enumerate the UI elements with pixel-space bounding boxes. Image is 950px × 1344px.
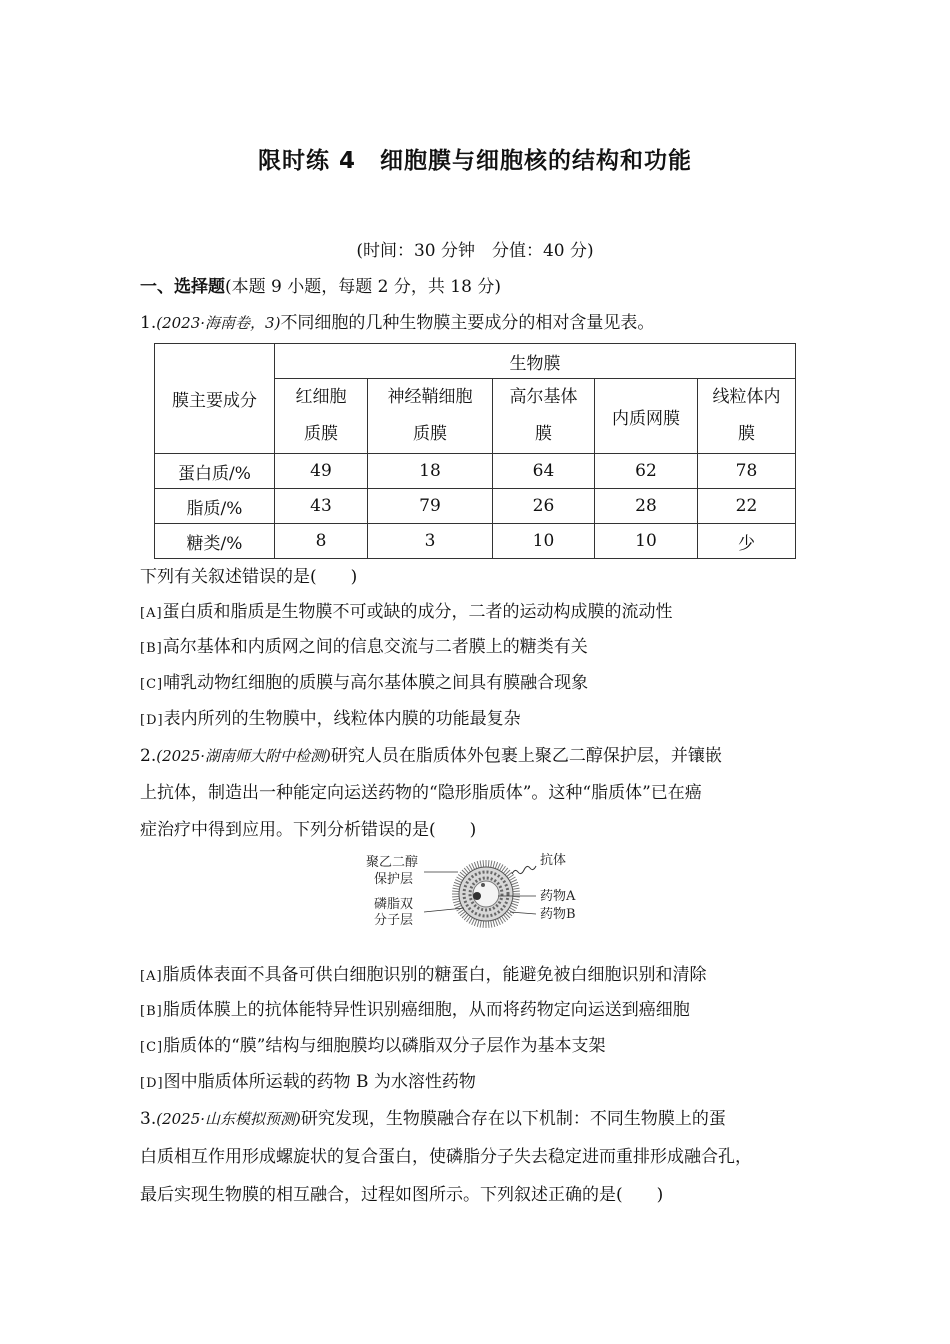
col-header-er: 内质网膜 xyxy=(595,379,698,454)
q1-source: (2023·海南卷，3) xyxy=(156,314,281,332)
peg-bristle xyxy=(511,882,518,884)
time-score-info: (时间：30 分钟 分值：40 分) xyxy=(356,241,594,261)
peg-bristle xyxy=(452,891,459,892)
q2-option-c[interactable]: [C]脂质体的“膜”结构与细胞膜均以磷脂双分子层作为基本支架 xyxy=(140,1036,606,1056)
page-title: 限时练 4 细胞膜与细胞核的结构和功能 xyxy=(257,148,692,174)
q3-source: (2025·山东模拟预测) xyxy=(156,1110,301,1128)
peg-bristle xyxy=(495,919,497,926)
peg-bristle xyxy=(512,901,519,903)
q1-text: 不同细胞的几种生物膜主要成分的相对含量见表。 xyxy=(280,313,655,333)
table-corner-header: 膜主要成分 xyxy=(155,344,275,454)
peg-bristle xyxy=(480,861,481,868)
fig-label-bilayer-2: 分子层 xyxy=(374,913,414,928)
peg-bristle xyxy=(453,899,460,900)
q2-number: 2. xyxy=(140,746,157,766)
section-heading xyxy=(140,272,501,297)
peg-bristle xyxy=(474,919,476,926)
q3-stem-line-1: 3.(2025·山东模拟预测)研究发现，生物膜融合存在以下机制：不同生物膜上的蛋 xyxy=(140,1109,726,1129)
section-label: 一、选择题 xyxy=(140,277,225,297)
peg-bristle xyxy=(483,921,484,928)
table-cell: 3 xyxy=(368,524,493,559)
peg-bristle xyxy=(495,862,497,869)
table-cell: 8 xyxy=(275,524,368,559)
peg-bristle xyxy=(488,860,489,867)
fig-label-drug-b: 药物B xyxy=(540,907,576,922)
fig-label-bilayer-1: 磷脂双 xyxy=(374,897,414,912)
table-cell: 78 xyxy=(698,454,796,489)
liposome-icon xyxy=(452,860,520,928)
table-cell: 26 xyxy=(493,489,595,524)
peg-bristle xyxy=(477,920,479,927)
q1-number: 1. xyxy=(140,313,157,333)
q1-option-b[interactable]: [B]高尔基体和内质网之间的信息交流与二者膜上的糖类有关 xyxy=(140,637,588,657)
fig-label-drug-a: 药物A xyxy=(540,889,576,904)
col-header-mito: 线粒体内 膜 xyxy=(698,379,796,454)
peg-bristle xyxy=(491,921,492,928)
q3-number: 3. xyxy=(140,1109,157,1129)
q2-option-d[interactable]: [D]图中脂质体所运载的药物 B 为水溶性药物 xyxy=(140,1072,476,1092)
peg-bristle xyxy=(453,885,460,887)
peg-bristle xyxy=(497,918,500,924)
peg-bristle xyxy=(472,918,475,924)
peg-bristle xyxy=(513,899,520,900)
q3-stem-line-2: 白质相互作用形成螺旋状的复合蛋白，使磷脂分子失去稳定进而重排形成融合孔， xyxy=(140,1147,752,1167)
peg-bristle xyxy=(510,905,516,908)
table-cell: 10 xyxy=(595,524,698,559)
peg-bristle xyxy=(493,861,495,868)
q2-stem-line-3: 症治疗中得到应用。下列分析错误的是( ) xyxy=(140,820,477,840)
peg-bristle xyxy=(474,862,476,869)
antibody-icon xyxy=(512,866,536,874)
peg-bristle xyxy=(480,921,481,928)
table-group-header: 生物膜 xyxy=(275,344,796,379)
liposome-figure xyxy=(360,850,600,938)
q1-option-a[interactable]: [A]蛋白质和脂质是生物膜不可或缺的成分，二者的运动构成膜的流动性 xyxy=(140,602,673,622)
peg-bristle xyxy=(488,921,489,928)
q2-option-a[interactable]: [A]脂质体表面不具备可供白细胞识别的糖蛋白，能避免被白细胞识别和清除 xyxy=(140,965,707,985)
q3-stem-line-3: 最后实现生物膜的相互融合，过程如图所示。下列叙述正确的是( ) xyxy=(140,1185,664,1205)
col-header-rbc: 红细胞 质膜 xyxy=(275,379,368,454)
peg-bristle xyxy=(453,901,460,903)
fig-label-peg-1: 聚乙二醇 xyxy=(366,855,419,870)
peg-bristle xyxy=(510,880,516,883)
peg-bristle xyxy=(455,905,461,908)
q1-option-c[interactable]: [C]哺乳动物红细胞的质膜与高尔基体膜之间具有膜融合现象 xyxy=(140,673,589,693)
peg-bristle xyxy=(512,885,519,887)
fig-label-peg-2: 保护层 xyxy=(374,872,414,887)
col-header-schwann: 神经鞘细胞 质膜 xyxy=(368,379,493,454)
peg-bristle xyxy=(455,880,461,883)
row-label: 糖类/% xyxy=(155,524,275,559)
row-label: 脂质/% xyxy=(155,489,275,524)
membrane-composition-table xyxy=(154,343,796,559)
table-cell: 少 xyxy=(698,524,796,559)
col-header-golgi: 高尔基体 膜 xyxy=(493,379,595,454)
table-cell: 10 xyxy=(493,524,595,559)
table-cell: 22 xyxy=(698,489,796,524)
table-cell: 43 xyxy=(275,489,368,524)
table-cell: 49 xyxy=(275,454,368,489)
q1-question: 下列有关叙述错误的是( ) xyxy=(140,567,358,587)
peg-bristle xyxy=(483,860,484,867)
q2-option-b[interactable]: [B]脂质体膜上的抗体能特异性识别癌细胞，从而将药物定向运送到癌细胞 xyxy=(140,1000,690,1020)
table-cell: 62 xyxy=(595,454,698,489)
peg-bristle xyxy=(453,888,460,889)
q2-stem-line-1: 2.(2025·湖南师大附中检测)研究人员在脂质体外包裹上聚乙二醇保护层，并镶嵌 xyxy=(140,746,722,766)
peg-bristle xyxy=(513,888,520,889)
row-label: 蛋白质/% xyxy=(155,454,275,489)
table-cell: 18 xyxy=(368,454,493,489)
peg-bristle xyxy=(513,891,520,892)
table-row xyxy=(155,454,796,489)
table-row xyxy=(155,489,796,524)
peg-bristle xyxy=(477,861,479,868)
section-note: (本题 9 小题，每题 2 分，共 18 分) xyxy=(225,277,501,297)
table-cell: 79 xyxy=(368,489,493,524)
peg-bristle xyxy=(472,863,475,869)
peg-bristle xyxy=(454,882,461,884)
table-cell: 64 xyxy=(493,454,595,489)
table-row xyxy=(155,524,796,559)
q2-stem-line-2: 上抗体，制造出一种能定向运送药物的“隐形脂质体”。这种“脂质体”已在癌 xyxy=(140,783,702,803)
q1-stem xyxy=(140,308,654,333)
peg-bristle xyxy=(497,863,500,869)
fig-label-antibody: 抗体 xyxy=(540,853,567,868)
peg-bristle xyxy=(493,920,495,927)
peg-bristle xyxy=(454,903,461,905)
peg-bristle xyxy=(511,903,518,905)
q1-option-d[interactable]: [D]表内所列的生物膜中，线粒体内膜的功能最复杂 xyxy=(140,709,521,729)
q2-source: (2025·湖南师大附中检测) xyxy=(156,747,331,765)
peg-bristle xyxy=(452,896,459,897)
peg-bristle xyxy=(513,896,520,897)
peg-bristle xyxy=(491,861,492,868)
table-cell: 28 xyxy=(595,489,698,524)
